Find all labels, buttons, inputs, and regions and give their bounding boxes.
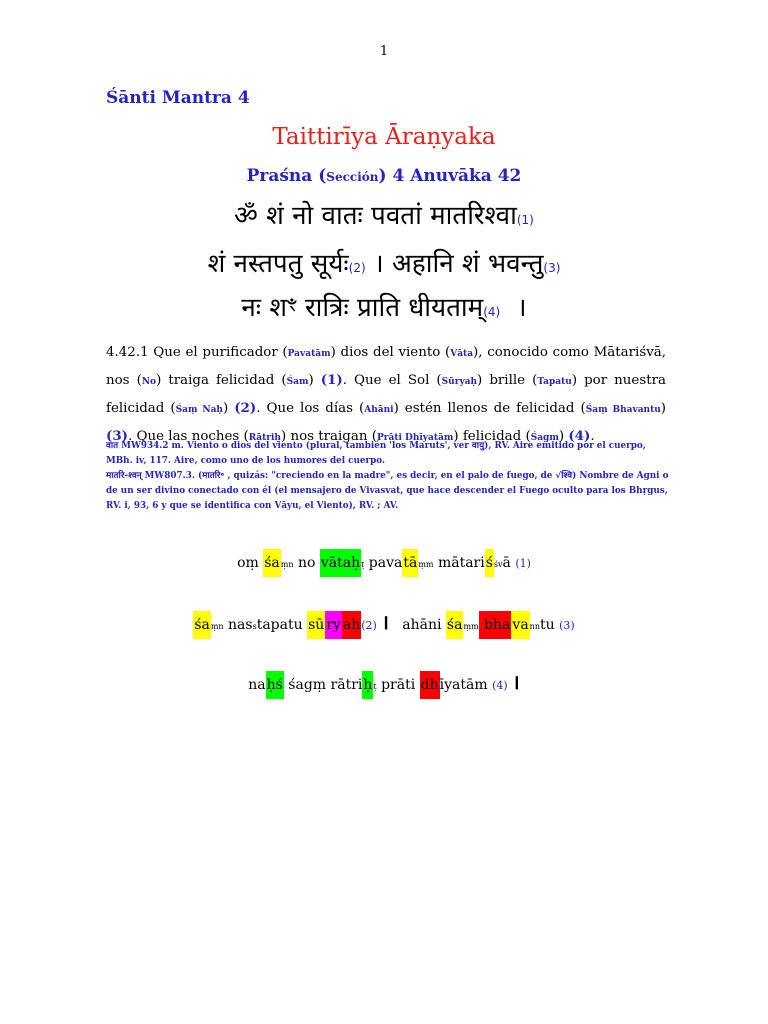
word: śagṃ rātri	[283, 677, 363, 693]
danda-mark: ।	[381, 610, 389, 634]
page-number: 1	[379, 44, 389, 59]
word: na	[248, 677, 266, 693]
devanagari-line-3	[0, 288, 768, 324]
term: Śaṃ Bhavantu	[585, 405, 661, 415]
section-heading	[0, 166, 768, 186]
section-prasna: Praśna (	[246, 166, 327, 186]
danda-mark: ।	[512, 670, 520, 694]
translation-text: ) traiga felicidad (	[156, 373, 287, 388]
subscript: śv	[493, 560, 503, 569]
term: Sūryaḥ	[441, 377, 478, 387]
verse-number: (3)	[559, 619, 575, 632]
word: oṃ	[237, 555, 264, 571]
highlight-green: ḥ	[362, 671, 373, 699]
translation-text: . Que el Sol (	[342, 373, 442, 388]
verse-number: (4)	[483, 305, 501, 319]
verse-number: (2)	[234, 400, 257, 416]
devanagari-text: शं नस्तपतु सूर्यः	[207, 249, 349, 279]
verse-number: (3)	[106, 428, 128, 444]
word: pava	[364, 555, 403, 571]
term: Śam	[286, 377, 309, 387]
translation-text: . Que las noches (	[128, 429, 249, 444]
devanagari-text: । अहानि शं भवन्तु	[365, 249, 544, 279]
text-title: Taittirīya Āraṇyaka	[272, 124, 496, 150]
translation-text: )	[558, 429, 569, 444]
highlight-yellow: śa	[446, 611, 464, 639]
translation-text: 4.42.1 Que el purificador (	[106, 345, 288, 360]
transliteration-line-3	[0, 668, 768, 695]
verse-number: (3)	[543, 261, 561, 275]
highlight-yellow: ś	[485, 549, 494, 577]
highlight-magenta: ry	[325, 611, 342, 639]
translation-text: ) dios del viento (	[330, 345, 451, 360]
subscript: ṃn	[280, 560, 294, 569]
verse-number: (2)	[348, 261, 366, 275]
subscript: s	[252, 622, 257, 631]
devanagari-text: ।	[500, 293, 527, 323]
subscript: ṃn	[210, 622, 224, 631]
translation-text: )	[660, 401, 667, 416]
subscript: ṭ	[373, 682, 377, 691]
verse-number: (1)	[516, 213, 534, 227]
subscript: ṭ	[361, 560, 365, 569]
term: Pavatām	[287, 349, 331, 359]
term: Tapatu	[537, 377, 572, 387]
word: nas	[223, 617, 253, 633]
translation-text: ), conocido como Mātariśvā, nos (	[106, 345, 667, 388]
subscript: nn	[529, 622, 540, 631]
highlight-green: ḥś	[266, 671, 284, 699]
subscript: ṃm	[463, 622, 479, 631]
translation-paragraph	[106, 340, 666, 451]
devanagari-text: नः शꣳ रात्रिः प्राति धीयताम्	[241, 293, 484, 323]
devanagari-line-2	[0, 244, 768, 280]
word: ahāni	[402, 617, 446, 633]
verse-number: (1)	[515, 557, 531, 570]
term: Vāta	[450, 349, 474, 359]
translation-text: ) brille (	[477, 373, 538, 388]
translation-text: .	[590, 429, 595, 444]
dictionary-gloss	[106, 439, 672, 514]
devanagari-text: ॐ शं नो वातः पवतां मातरिश्वा	[234, 201, 517, 231]
devanagari-line-1	[0, 196, 768, 232]
subscript: ṃm	[418, 560, 434, 569]
term: Śaṃ Naḥ	[175, 405, 223, 415]
verse-number: (4)	[492, 679, 508, 692]
highlight-red: bha	[479, 611, 512, 639]
gloss-entry-vata: वात MW934.2 m. Viento o dios del viento (plural, también 'los Maruts', ver वायु), RV. Aire emitido por el cuerpo, MBh. iv, 117. Aire, como uno de los humores del cuerpo.	[106, 441, 646, 466]
word: mātari	[433, 555, 485, 571]
translation-text: )	[222, 401, 235, 416]
term: Prāti Dhīyatām	[376, 433, 454, 443]
translation-text: ) nos traigan (	[280, 429, 377, 444]
translation-text: ) por nuestra felicidad (	[106, 373, 666, 416]
highlight-red: aḥ	[342, 611, 361, 639]
word: īyatām	[439, 677, 493, 693]
highlight-yellow: śa	[263, 549, 281, 577]
verse-number: (4)	[568, 428, 591, 444]
word: prāti	[376, 677, 420, 693]
highlight-yellow: va	[511, 611, 529, 639]
gloss-entry-matarisvan: मातरि-श्वन् MW807.3. (मातरि॰ , quizás: "creciendo en la madre", es decir, en el palo de fuego, de √श्वि) Nombre de Agni o de un ser divino conectado con él (el mensajero de Vivasvat, que hace descender el Fuego oculto para los Bhṛgus, RV. i, 93, 6 y que se identifica con Vāyu, el Viento), RV. ; AV.	[106, 471, 669, 511]
word: ā	[502, 555, 516, 571]
translation-text: )	[308, 373, 321, 388]
word: no	[293, 555, 320, 571]
highlight-red: dh	[420, 671, 440, 699]
highlight-yellow: sū	[307, 611, 325, 639]
term: Śagm	[530, 433, 559, 443]
highlight-yellow: śa	[193, 611, 211, 639]
term: Ahāni	[364, 405, 394, 415]
section-rest: ) 4 Anuvāka 42	[378, 166, 522, 186]
word: tapatu	[256, 617, 308, 633]
term: Rātriḥ	[248, 433, 281, 443]
transliteration-line-2	[0, 608, 768, 635]
translation-text: ) estén llenos de felicidad (	[393, 401, 586, 416]
transliteration-line-1	[0, 555, 768, 571]
verse-number: (1)	[320, 372, 343, 388]
mantra-title: Śānti Mantra 4	[106, 88, 250, 108]
highlight-green: vātaḥ	[320, 549, 361, 577]
verse-number: (2)	[361, 619, 377, 632]
translation-text: . Que los días (	[256, 401, 365, 416]
highlight-yellow: tā	[402, 549, 418, 577]
translation-text: ) felicidad (	[453, 429, 531, 444]
term: No	[141, 377, 157, 387]
section-seccion: Sección	[326, 170, 379, 184]
word: tu	[539, 617, 560, 633]
